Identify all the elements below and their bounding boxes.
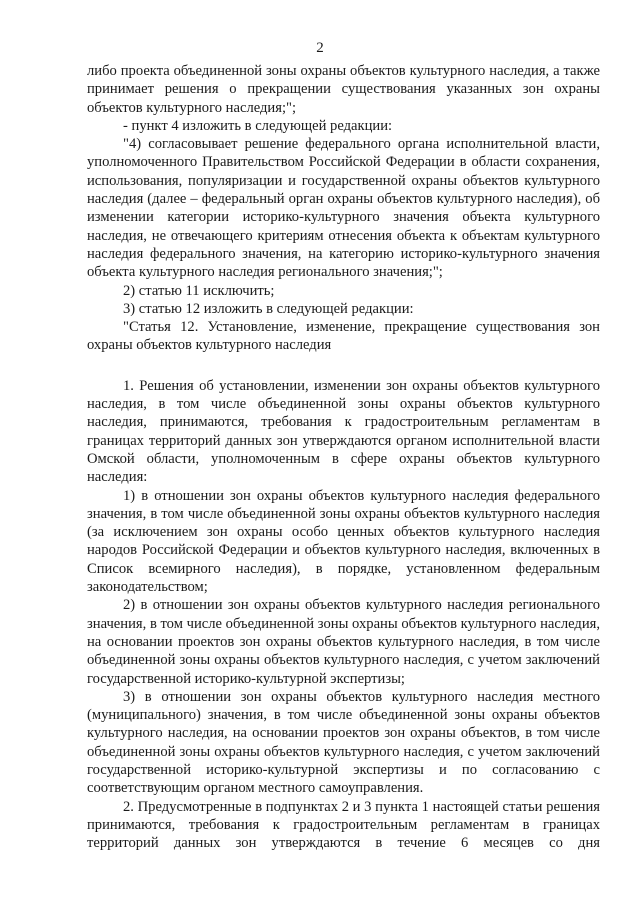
- article-heading: "Статья 12. Установление, изменение, прекращение существования зон охраны объектов культурного наследия: [87, 319, 600, 354]
- document-body: [87, 62, 600, 852]
- paragraph-8: 1) в отношении зон охраны объектов культурного наследия федерального значения, в том числе объединенной зоны охраны объектов культурного наследия (за исключением зон охраны особо ценных объектов культурного наследия народов Российской Федерации и объектов культурного наследия, включенных в Список всемирного наследия), в порядке, установленном федеральным законодательством;: [87, 487, 600, 596]
- paragraph-7: 1. Решения об установлении, изменении зон охраны объектов культурного наследия, в том числе объединенной зоны охраны объектов культурного наследия, принимаются, требования к градостроительным регламентам в границах территорий данных зон утверждаются органом исполнительной власти Омской области, уполномоченным в сфере охраны объектов культурного наследия:: [87, 377, 600, 486]
- paragraph-9: 2) в отношении зон охраны объектов культурного наследия регионального значения, в том числе объединенной зоны охраны объектов культурного наследия, на основании проектов зон охраны объектов культурного наследия, в том числе объединенной зоны охраны объектов культурного наследия, с учетом заключений государственной историко-культурной экспертизы;: [87, 597, 600, 687]
- paragraph-11: 2. Предусмотренные в подпунктах 2 и 3 пункта 1 настоящей статьи решения принимаются, требования к градостроительным регламентам в границах территорий данных зон утверждаются в течение 6 месяцев со дня: [87, 798, 600, 852]
- paragraph-4: 2) статью 11 исключить;: [123, 282, 275, 299]
- paragraph-2: - пункт 4 изложить в следующей редакции:: [123, 117, 393, 134]
- paragraph-5: 3) статью 12 изложить в следующей редакции:: [123, 300, 414, 317]
- paragraph-3: "4) согласовывает решение федерального органа исполнительной власти, уполномоченного Правительством Российской Федерации в области сохранения, использования, популяризации и государственной охраны объектов культурного наследия (далее – федеральный орган охраны объектов культурного наследия), об изменении категории историко-культурного значения объекта культурного наследия, не отвечающего критериям отнесения объекта к объектам культурного наследия федерального значения, на категорию историко-культурного значения объекта культурного наследия регионального значения;";: [87, 136, 600, 281]
- paragraph-10: 3) в отношении зон охраны объектов культурного наследия местного (муниципального) значения, в том числе объединенной зоны охраны объектов культурного наследия, на основании проектов зон охраны объектов, в том числе объединенной зоны охраны объектов культурного наследия, с учетом заключений государственной историко-культурной экспертизы и по согласованию с соответствующим органом местного самоуправления.: [87, 688, 600, 797]
- paragraph-1: либо проекта объединенной зоны охраны объектов культурного наследия, а также принимает решения о прекращении существования указанных зон охраны объектов культурного наследия;";: [87, 63, 600, 116]
- page-number: 2: [316, 40, 324, 56]
